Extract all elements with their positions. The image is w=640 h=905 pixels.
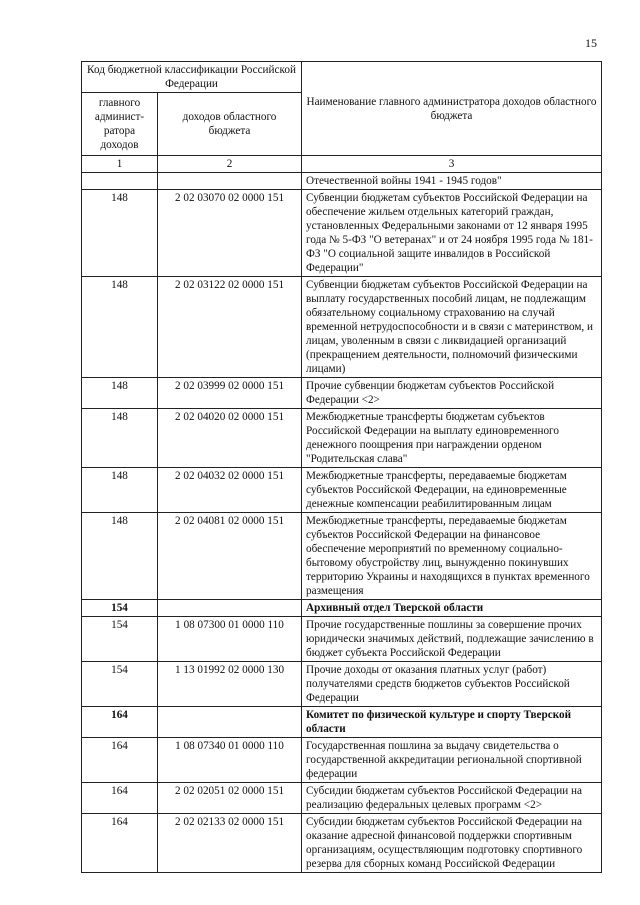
admin-code-cell: 164 [82, 783, 158, 814]
table-row [82, 783, 602, 814]
budget-code-cell: 2 02 04081 02 0000 151 [158, 513, 302, 600]
name-cell: Государственная пошлина за выдачу свидетельства о государственной аккредитации региональной спортивной федерации [302, 738, 602, 783]
name-cell: Архивный отдел Тверской области [302, 600, 602, 617]
name-cell: Прочие доходы от оказания платных услуг (работ) получателями средств бюджетов субъектов Российской Федерации [302, 662, 602, 707]
table-row [82, 600, 602, 617]
budget-code-cell: 2 02 02051 02 0000 151 [158, 783, 302, 814]
admin-code-cell: 148 [82, 513, 158, 600]
header-group-label: Код бюджетной классификации Российской Федерации [82, 62, 302, 93]
table-row [82, 190, 602, 277]
admin-code-cell: 154 [82, 600, 158, 617]
admin-code-cell: 164 [82, 707, 158, 738]
table-row [82, 738, 602, 783]
name-cell: Межбюджетные трансферты бюджетам субъектов Российской Федерации на выплату единовременного денежного поощрения при награждении орденом "Родительская слава" [302, 409, 602, 468]
column-number-1: 1 [82, 156, 158, 173]
budget-code-cell [158, 600, 302, 617]
name-cell: Субсидии бюджетам субъектов Российской Федерации на оказание адресной финансовой поддержки спортивным организациям, осуществляющим подготовку спортивного резерва для сборных команд Российской Федерации [302, 814, 602, 873]
name-cell: Субсидии бюджетам субъектов Российской Федерации на реализацию федеральных целевых программ <2> [302, 783, 602, 814]
budget-code-cell: 2 02 03999 02 0000 151 [158, 378, 302, 409]
admin-code-cell: 148 [82, 190, 158, 277]
table-row [82, 513, 602, 600]
admin-code-cell: 148 [82, 378, 158, 409]
column-number-3: 3 [302, 156, 602, 173]
budget-classification-table [81, 61, 602, 873]
table-row [82, 378, 602, 409]
name-cell: Субвенции бюджетам субъектов Российской Федерации на выплату государственных пособий лицам, не подлежащим обязательному социальному страхованию на случай временной нетрудоспособности и в связи с материнством, и лицам, уволенным в связи с ликвидацией организаций (прекращением деятельности, полномочий физическими лицами) [302, 277, 602, 378]
budget-code-cell: 2 02 02133 02 0000 151 [158, 814, 302, 873]
table-row [82, 277, 602, 378]
budget-code-cell: 2 02 03122 02 0000 151 [158, 277, 302, 378]
header-admin-label: главного админист-ратора доходов [82, 93, 158, 156]
admin-code-cell: 164 [82, 814, 158, 873]
header-name-label: Наименование главного администратора доходов областного бюджета [302, 62, 602, 156]
table-row [82, 707, 602, 738]
page-number: 15 [585, 36, 597, 50]
column-number-2: 2 [158, 156, 302, 173]
table-row [82, 662, 602, 707]
admin-code-cell: 148 [82, 409, 158, 468]
name-cell: Межбюджетные трансферты, передаваемые бюджетам субъектов Российской Федерации, на единовременные денежные компенсации реабилитированным лицам [302, 468, 602, 513]
header-row-numbers [82, 156, 602, 173]
table-row [82, 409, 602, 468]
budget-code-cell: 1 08 07340 01 0000 110 [158, 738, 302, 783]
admin-code-cell [82, 173, 158, 190]
name-cell: Прочие субвенции бюджетам субъектов Российской Федерации <2> [302, 378, 602, 409]
budget-code-cell: 2 02 03070 02 0000 151 [158, 190, 302, 277]
table-row [82, 468, 602, 513]
budget-code-cell: 2 02 04020 02 0000 151 [158, 409, 302, 468]
table-row [82, 617, 602, 662]
admin-code-cell: 164 [82, 738, 158, 783]
name-cell: Отечественной войны 1941 - 1945 годов" [302, 173, 602, 190]
table-row [82, 173, 602, 190]
name-cell: Прочие государственные пошлины за совершение прочих юридически значимых действий, подлежащие зачислению в бюджет субъекта Российской Федерации [302, 617, 602, 662]
admin-code-cell: 148 [82, 277, 158, 378]
budget-code-cell [158, 173, 302, 190]
budget-code-cell: 2 02 04032 02 0000 151 [158, 468, 302, 513]
admin-code-cell: 154 [82, 662, 158, 707]
header-income-label: доходов областного бюджета [158, 93, 302, 156]
admin-code-cell: 154 [82, 617, 158, 662]
header-row-group [82, 62, 602, 93]
budget-code-cell: 1 08 07300 01 0000 110 [158, 617, 302, 662]
name-cell: Комитет по физической культуре и спорту Тверской области [302, 707, 602, 738]
name-cell: Межбюджетные трансферты, передаваемые бюджетам субъектов Российской Федерации на финансовое обеспечение мероприятий по временному социально-бытовому обустройству лиц, вынужденно покинувших территорию Украины и находящихся в пунктах временного размещения [302, 513, 602, 600]
name-cell: Субвенции бюджетам субъектов Российской Федерации на обеспечение жильем отдельных категорий граждан, установленных Федеральными законами от 12 января 1995 года № 5-ФЗ "О ветеранах" и от 24 ноября 1995 года № 181-ФЗ "О социальной защите инвалидов в Российской Федерации" [302, 190, 602, 277]
table-row [82, 814, 602, 873]
admin-code-cell: 148 [82, 468, 158, 513]
budget-code-cell [158, 707, 302, 738]
budget-code-cell: 1 13 01992 02 0000 130 [158, 662, 302, 707]
